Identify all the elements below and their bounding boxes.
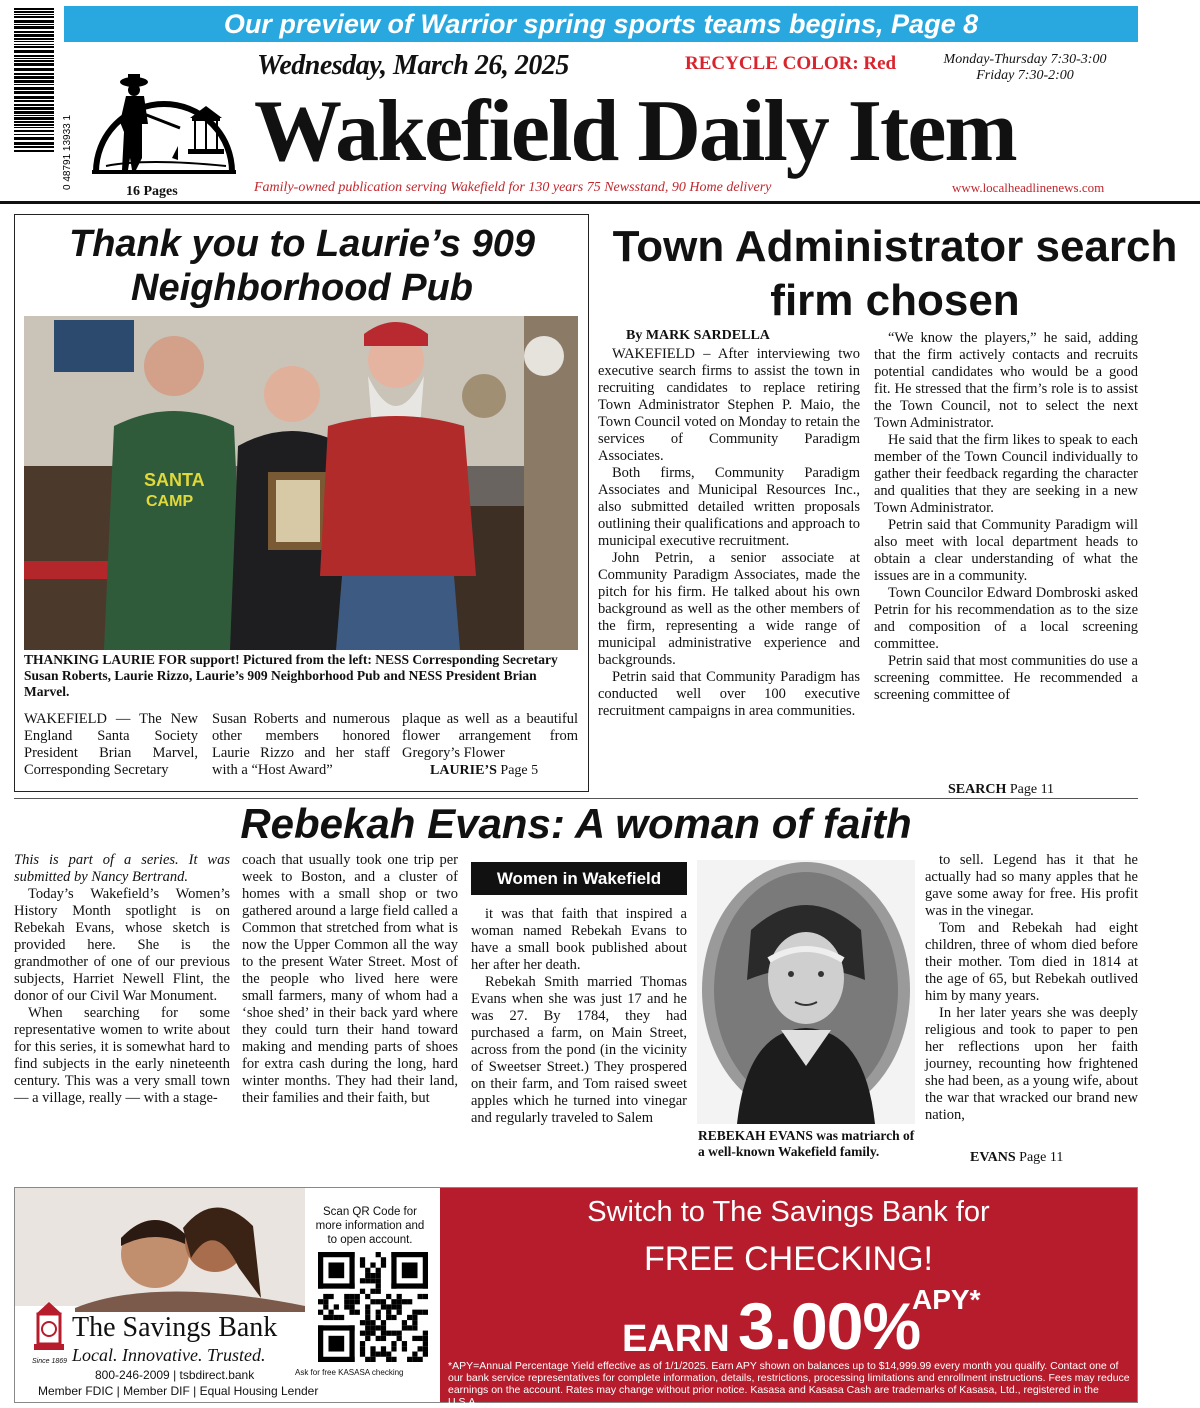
qr-cell [344,1294,349,1299]
rebekah-headline[interactable]: Rebekah Evans: A woman of faith [240,800,912,847]
qr-cell [386,1357,391,1362]
barcode-bar [14,84,54,85]
paragraph: In her later years she was deeply religious and took to paper to pen her reflections upon her faith journey, recounting how frightened she had been, as a young wife, about the war that wracked our brand new nation, [925,1005,1139,1123]
qr-cell [423,1252,428,1289]
laurie-column-3: plaque as well as a beautiful flower arrangement from Gregory’s Flower [402,711,578,761]
qr-cell [360,1346,365,1351]
qr-cell [397,1304,402,1309]
laurie-photo[interactable] [24,316,578,650]
qr-cell [423,1352,428,1357]
search-byline: By MARK SARDELLA [626,328,770,343]
ad-membership: Member FDIC | Member DIF | Equal Housing Lender [38,1384,319,1398]
qr-cell [376,1289,381,1294]
qr-cell [423,1331,428,1336]
qr-cell [328,1315,333,1320]
qr-cell [365,1320,370,1325]
qr-cell [349,1252,354,1289]
paragraph: “We know the players,” he said, adding that the firm actively contacts and recruits potential candidates who would be a good fit. He stressed that the firm’s role is to assist the Town Council, not to select the next Town Administrator. [874,330,1138,431]
qr-cell [328,1294,333,1299]
barcode-bar [14,137,54,140]
barcode-bar [14,111,54,114]
qr-cell [365,1357,370,1362]
search-jump-word: SEARCH [948,782,1007,797]
qr-cell [418,1357,423,1362]
qr-cell [381,1320,386,1325]
paragraph: to sell. Legend has it that he actually had so many apples that he gave some away for free. His profit was in the vinegar. [925,852,1138,919]
qr-cell [376,1310,381,1315]
qr-cell [376,1336,381,1341]
qr-cell [349,1304,354,1309]
qr-cell [323,1315,328,1320]
qr-cell [370,1331,375,1336]
qr-cell [370,1352,375,1357]
laurie-jump-link[interactable] [430,763,538,779]
paragraph: Petrin said that Community Paradigm will also meet with local department heads to obtain a clear understanding of what the issues are in a community. [874,517,1138,584]
qr-cell [402,1299,407,1304]
qr-cell [349,1294,354,1299]
rebekah-portrait[interactable] [697,860,915,1124]
qr-cell [344,1304,349,1309]
barcode-bar [14,80,54,83]
qr-cell [397,1310,402,1315]
barcode-bar [14,142,54,145]
qr-cell [412,1352,417,1357]
masthead-rule [0,201,1200,204]
hours-weekday: Monday-Thursday 7:30-3:00 [943,52,1107,67]
barcode-digits: 0 48791 13933 1 [62,114,73,190]
qr-cell [365,1315,370,1320]
qr-cell [402,1320,407,1325]
paragraph: Today’s Wakefield’s Women’s History Month spotlight is on Rebekah Evans, whose sketch is provided here. She is the grandmother of one of our previous subjects, Harriet Newell Flint, the donor of our Civil War Monument. [14,886,230,1004]
qr-cell [365,1304,370,1309]
series-tag: Women in Wakefield [471,862,687,895]
tagline: Family-owned publication serving Wakefield for 130 years 75 Newsstand, 90 Home delivery [254,180,772,195]
qr-cell [318,1283,355,1288]
paragraph: it was that faith that inspired a woman named Rebekah Evans to have a small book published about her after her death. [471,906,687,973]
qr-cell [360,1331,365,1336]
laurie-jump-page: Page 5 [500,763,539,778]
ad-kasasa-note: Ask for free KASASA checking [295,1368,404,1377]
qr-cell [360,1352,365,1357]
search-column-1 [598,346,860,720]
qr-cell [381,1346,386,1351]
rebekah-column-1-body [14,886,230,1107]
qr-cell [418,1310,423,1315]
qr-cell [360,1257,365,1262]
laurie-photo-caption: THANKING LAURIE FOR support! Pictured from the left: NESS Corresponding Secretary Susan Roberts, Laurie Rizzo, Laurie’s 909 Neighborhood Pub and NESS President Brian Marvel. [24,652,558,699]
qr-cell [423,1346,428,1351]
paragraph: Both firms, Community Paradigm Associates and Municipal Resources Inc., also submitted detailed written proposals outlining their qualifications and approach to municipal executive recruitment. [598,465,860,549]
qr-cell [344,1299,349,1304]
qr-cell [334,1315,339,1320]
barcode-bar [14,76,54,79]
qr-cell [391,1357,396,1362]
qr-cell [412,1325,417,1330]
barcode-bar [14,46,54,48]
qr-cell [360,1289,365,1294]
qr-cell [397,1331,402,1336]
qr-cell [386,1315,391,1320]
qr-cell [412,1357,417,1362]
qr-cell [418,1294,423,1299]
qr-cell [334,1304,339,1309]
qr-cell [318,1325,355,1330]
barcode-bar [14,130,54,132]
barcode-bar [14,124,54,126]
qr-cell [318,1310,323,1315]
qr-cell [407,1299,412,1304]
qr-cell [323,1299,328,1304]
qr-cell [423,1294,428,1299]
qr-cell [386,1352,391,1357]
paragraph: Rebekah Smith married Thomas Evans when she was just 17 and he was 27. By 1784, they had purchased a farm, on Main Street, across from the pond (in the vicinity of Sweetser Street.) They prospered on their farm, and Tom raised sweet apples which he turned into vinegar and regularly traveled to Salem [471,974,687,1126]
search-jump-link[interactable] [948,782,1054,798]
qr-cell [370,1273,375,1278]
masthead-logo [86,62,242,186]
qr-cell [370,1278,375,1283]
qr-cell [381,1325,386,1330]
barcode-bar [14,11,54,13]
qr-cell [370,1289,375,1294]
barcode-bar [14,38,54,40]
qr-cell [376,1268,381,1273]
ad-bank-name: The Savings Bank [72,1312,278,1343]
rebekah-jump-link[interactable] [970,1150,1063,1166]
qr-cell [360,1341,365,1346]
barcode-bar [14,55,54,57]
qr-cell [370,1299,375,1304]
barcode-bar [14,60,54,62]
paragraph: When searching for some representative women to write about for this series, it is somewhat hard to find subjects in the early nineteenth century. This was a very small town — a village, really — with a stage- [14,1005,230,1106]
rebekah-column-3 [471,906,687,1127]
qr-cell [370,1320,375,1325]
rebekah-jump-page: Page 11 [1019,1150,1064,1165]
barcode-bar [14,117,54,120]
qr-cell [365,1325,370,1330]
qr-cell [423,1310,428,1315]
qr-cell [402,1325,407,1330]
barcode-bar [14,87,54,90]
qr-cell [370,1357,375,1362]
ad-headline-2: FREE CHECKING! [643,1240,934,1278]
qr-cell [349,1310,354,1315]
rebekah-portrait-caption: REBEKAH EVANS was matriarch of a well-known Wakefield family. [698,1128,915,1159]
qr-cell [376,1283,381,1288]
search-jump-page: Page 11 [1009,782,1055,797]
ad-rate: 3.00% [738,1289,921,1363]
qr-cell [360,1262,365,1267]
barcode-bar [14,104,54,106]
barcode-bar [14,50,54,53]
barcode-bar [14,58,54,59]
barcode-bar [14,121,54,123]
qr-cell [391,1331,396,1336]
qr-cell [423,1336,428,1341]
rebekah-column-1 [14,852,230,1107]
qr-cell [328,1262,344,1278]
ad-contact[interactable]: 800-246-2009 | tsbdirect.bank [95,1368,255,1382]
qr-cell [402,1262,418,1278]
qr-cell [365,1273,370,1278]
qr-cell [407,1315,412,1320]
qr-cell [386,1294,391,1299]
barcode-bar [14,31,54,33]
barcode-bar [14,24,54,25]
qr-cell [370,1346,375,1351]
qr-cell [376,1352,381,1357]
laurie-column-2: Susan Roberts and numerous other members honored Laurie Rizzo and her staff with a “Host Award” [212,711,390,778]
qr-cell [365,1278,370,1283]
paragraph: John Petrin, a senior associate at Community Paradigm Associates, made the pitch for his firm. He talked about his own background as well as the other members of the firm, representing a wide range of municipal administrative experience and backgrounds. [598,550,860,668]
qr-cell [412,1336,417,1341]
website-link[interactable]: www.localheadlinenews.com [952,180,1105,195]
qr-cell [349,1325,354,1362]
qr-cell [397,1299,402,1304]
qr-cell [391,1283,428,1288]
rebekah-column-4 [925,852,1138,1124]
qr-cell [323,1294,328,1299]
qr-cell [365,1294,370,1299]
qr-cell [370,1262,375,1267]
qr-cell [318,1325,323,1362]
qr-cell [365,1310,370,1315]
qr-cell [418,1336,423,1341]
barcode-bar [14,26,54,29]
qr-cell [376,1299,381,1304]
qr-cell [381,1299,386,1304]
laurie-headline[interactable]: Thank you to Laurie’s 909 Neighborhood Pub [68,223,535,309]
barcode [12,4,73,192]
qr-cell [407,1325,412,1330]
barcode-bar [14,127,54,128]
qr-cell [365,1331,370,1336]
qr-cell [391,1304,396,1309]
barcode-bar [14,68,54,71]
qr-cell [376,1315,381,1320]
barcode-bar [14,91,54,94]
qr-cell [365,1268,370,1273]
qr-cell [318,1252,355,1257]
qr-cell [423,1341,428,1346]
qr-cell [386,1310,391,1315]
qr-cell [318,1357,355,1362]
paragraph: WAKEFIELD – After interviewing two executive search firms to assist the town in recruiting candidates to replace retiring Town Administrator Stephen P. Maio, the Town Council voted on Monday to retain the services of Community Paradigm Associates. [598,346,860,464]
qr-cell [376,1273,381,1278]
issue-date: Wednesday, March 26, 2025 [257,50,569,81]
qr-cell [381,1262,386,1267]
qr-cell [381,1352,386,1357]
top-banner[interactable]: Our preview of Warrior spring sports teams begins, Page 8 [64,6,1138,42]
rebekah-column-2: coach that usually took one trip per week to Boston, and a cluster of homes with a small shop or two gathered around a large field called a Common that stretched from what is now the Upper Common all the way to the present Water Street. Most of the people who lived here were small farmers, many of whom had a ‘shoe shed’ in their back yard where they could turn their hand toward making and mending parts of shoes for extra cash during the long, hard winter months. They had their land, their families and their faith, but [242,852,458,1106]
paragraph: Petrin said that most communities do use a screening committee. He recommended a screening committee of [874,653,1138,703]
qr-cell [355,1294,360,1299]
qr-cell [328,1310,333,1315]
qr-cell [370,1325,375,1330]
recycle-color: RECYCLE COLOR: Red [685,53,897,74]
rebekah-jump-word: EVANS [970,1150,1016,1165]
barcode-bar [14,44,54,45]
qr-code[interactable] [318,1252,428,1362]
qr-cell [412,1320,417,1325]
qr-cell [355,1299,360,1304]
qr-cell [323,1304,328,1309]
qr-cell [339,1315,344,1320]
qr-cell [318,1299,323,1304]
svg-text:SANTA: SANTA [144,470,205,490]
qr-cell [376,1252,381,1257]
ad-qr-instructions: Scan QR Code for more information and to open account. [315,1206,425,1246]
qr-cell [391,1315,396,1320]
qr-cell [407,1357,412,1362]
hours-friday: Friday 7:30-2:00 [976,68,1074,83]
laurie-jump-word: LAURIE’S [430,763,497,778]
paragraph: Tom and Rebekah had eight children, three of whom died before their mother. Tom died in 1814 at the age of 65, but Rebekah outlived him by many years. [925,920,1138,1004]
qr-cell [391,1299,396,1304]
qr-cell [391,1346,396,1351]
barcode-bar [14,16,54,18]
qr-cell [360,1320,365,1325]
barcode-bar [14,134,54,135]
qr-cell [402,1346,407,1351]
section-divider [14,798,1138,799]
ad-apy: APY* [912,1284,981,1315]
qr-cell [349,1299,354,1304]
qr-cell [391,1252,396,1289]
qr-cell [397,1336,402,1341]
qr-cell [365,1336,370,1341]
qr-cell [376,1325,381,1330]
lantern-logo-icon [28,1300,70,1356]
barcode-bar [14,41,54,42]
page-count: 16 Pages [126,184,178,199]
ad-fine-print: *APY=Annual Percentage Yield effective as of 1/1/2025. Earn APY shown on balances up to $14,999.99 every month you qualify. Contact one of our bank service representatives for complete information, details, restrictions, processing limitations and enrollment instructions. Fees may reduce earnings on the account. Rates may change without prior notice. Kasasa and Kasasa Cash are trademarks of Kasasa, Ltd., registered in the U.S.A. [448,1360,1130,1408]
barcode-bar [14,100,54,102]
paragraph: He said that the firm likes to speak to each member of the Town Council individually to gather their feedback regarding the character and qualities that they are seeking in a new Town Administrator. [874,432,1138,516]
qr-cell [391,1341,396,1346]
ad-earn: EARN [622,1318,730,1360]
qr-cell [328,1336,344,1352]
qr-cell [355,1310,360,1315]
search-column-2 [874,330,1138,704]
qr-cell [381,1331,386,1336]
barcode-bar [14,14,54,15]
rebekah-intro: This is part of a series. It was submitted by Nancy Bertrand. [14,852,230,885]
barcode-bar [14,115,54,116]
qr-cell [386,1304,391,1309]
ad-headline-1: Switch to The Savings Bank for [587,1196,990,1228]
search-headline[interactable]: Town Administrator search firm chosen [612,222,1178,325]
barcode-bar [14,107,54,110]
qr-cell [412,1315,417,1320]
svg-text:CAMP: CAMP [146,493,194,510]
barcode-bar [14,73,54,75]
qr-cell [397,1294,402,1299]
barcode-bar [14,63,54,66]
qr-cell [318,1252,323,1289]
ad-since: Since 1869 [32,1358,68,1365]
barcode-bar [14,8,54,10]
qr-cell [381,1304,386,1309]
qr-cell [381,1257,386,1262]
qr-cell [386,1331,391,1336]
office-hours [920,52,1130,84]
barcode-bar [14,20,54,23]
qr-cell [412,1310,417,1315]
qr-cell [381,1336,386,1341]
qr-cell [402,1341,407,1346]
newspaper-title: Wakefield Daily Item [254,83,1016,180]
ad-slogan: Local. Innovative. Trusted. [72,1345,266,1365]
qr-cell [391,1252,428,1257]
barcode-bar [14,150,54,152]
qr-cell [376,1278,381,1283]
qr-cell [360,1278,365,1283]
paragraph: Town Councilor Edward Dombroski asked Petrin for his recommendation as to the size and composition of a local screening committee. [874,585,1138,652]
paragraph: Petrin said that Community Paradigm has conducted well over 100 executive recruitment campaigns in area communities. [598,669,860,719]
laurie-column-1: WAKEFIELD — The New England Santa Society President Brian Marvel, Corresponding Secretary [24,711,198,778]
barcode-bar [14,96,54,99]
barcode-bar [14,34,54,37]
barcode-bar [14,146,54,148]
qr-cell [418,1346,423,1351]
